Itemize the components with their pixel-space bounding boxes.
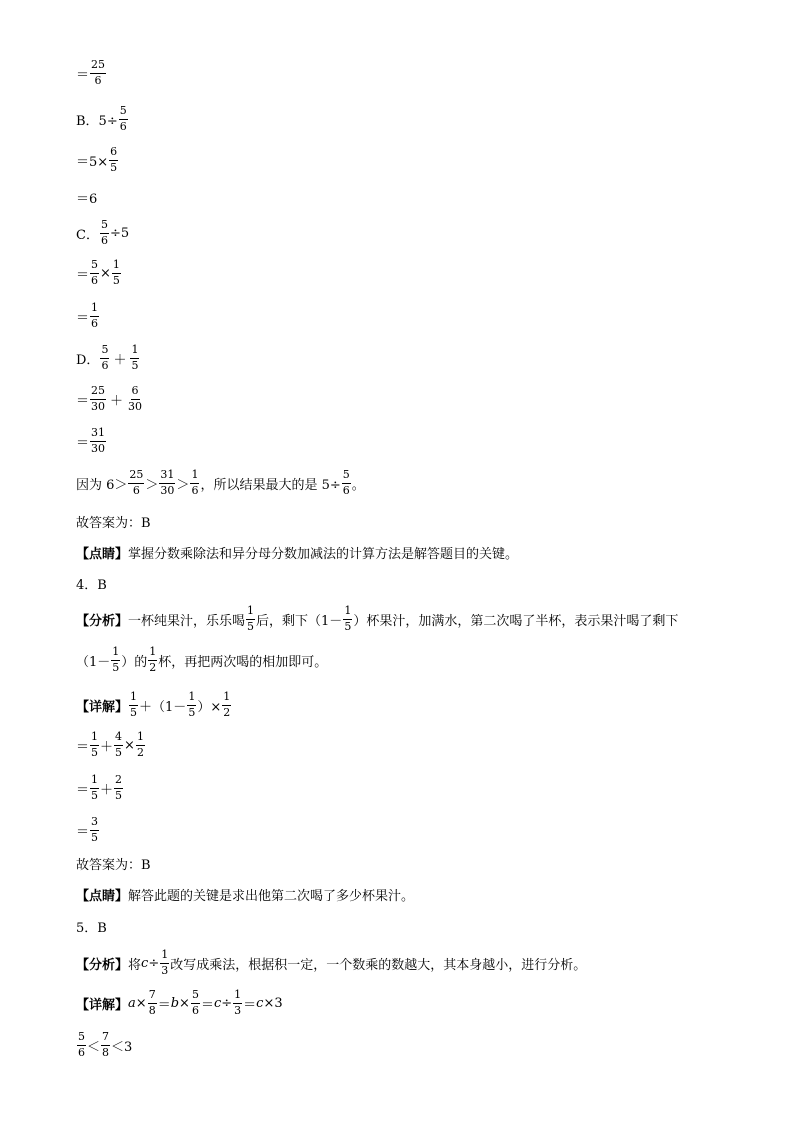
times-sign: × [100,265,111,281]
calc-line [76,58,107,88]
fraction: $\frac{3}{5}$ [91,814,99,844]
variable-c: c [141,955,149,971]
fraction: $\frac{1}{2}$ [149,644,157,674]
fraction: $\frac{5}{6}$ [100,217,108,247]
dianjing-line [76,879,414,909]
fraction: $\frac{1}{6}$ [91,300,99,330]
option-d-line [76,343,140,373]
fenxi-line [76,604,678,634]
dianjing-text: 解答此题的关键是求出他第二次喝了多少杯果汁。 [128,888,415,904]
calc-line [76,301,100,331]
equals-sign: ＝ [76,782,90,798]
calc-line [76,258,122,288]
times-sign: × [124,737,135,753]
answer-line [76,506,151,536]
fraction: $\frac{1}{5}$ [112,257,120,287]
divide-sign: ÷ [221,995,233,1011]
option-c-line [76,218,129,248]
period: 。 [351,477,365,493]
fenxi-line [76,948,586,978]
dianjing-line [76,537,518,567]
equals-sign: ＝ [76,67,90,83]
option-b-label: B．5÷ [76,113,118,129]
fenxi-text: （1－ [76,654,111,670]
question-number [76,911,107,941]
question-number [76,568,107,598]
xiangjie-line [76,690,232,720]
fraction: $\frac{5}{6}$ [191,987,199,1017]
fraction: $\frac{6}{5}$ [110,144,118,174]
variable-c: c [256,995,264,1011]
expression-text: ×3 [263,995,283,1011]
fraction: $\frac{1}{5}$ [344,603,352,633]
dianjing-tag: 【点睛】 [76,888,129,904]
answer-text: 故答案为：B [76,515,151,531]
fenxi-text: ）杯果汁，加满水，第二次喝了半杯，表示果汁喝了剩下 [353,613,679,629]
fraction: $\frac{25}{6}$ [129,467,144,497]
fraction: $\frac{2}{5}$ [115,772,123,802]
plus-sign: ＋ [100,739,114,755]
comparison-line [76,468,365,498]
equals-sign: ＝ [76,267,90,283]
xiangjie-tag: 【详解】 [76,997,129,1013]
fraction: $\frac{5}{6}$ [342,467,350,497]
fenxi-text: 将 [128,957,142,973]
variable-b: b [170,995,180,1011]
expression-text: （1－ [152,699,187,715]
comparison-text: 因为 6＞ [76,477,128,493]
equals-sign: ＝ [76,435,90,451]
fraction: $\frac{31}{30}$ [160,467,175,497]
less-than-sign: ＜ [87,1039,101,1055]
comparison-line [76,1030,132,1060]
fraction: $\frac{31}{30}$ [91,425,106,455]
question-4-label: 4．B [76,577,107,593]
fenxi-text: 杯，再把两次喝的相加即可。 [158,654,328,670]
times-sign: × [179,995,190,1011]
fraction: $\frac{1}{5}$ [91,772,99,802]
answer-text: 故答案为：B [76,857,151,873]
fraction: $\frac{5}{6}$ [101,342,109,372]
answer-line [76,848,151,878]
calc-line [76,426,107,456]
fraction: $\frac{7}{8}$ [102,1029,110,1059]
calc-line [76,182,97,212]
plus-sign: ＋ [110,393,124,409]
equals-sign: ＝ [157,997,171,1013]
fraction: $\frac{7}{8}$ [148,987,156,1017]
fraction: $\frac{1}{5}$ [188,689,196,719]
fraction: $\frac{1}{5}$ [247,603,255,633]
fenxi-text: 后，剩下（1－ [256,613,343,629]
fraction: $\frac{1}{5}$ [91,729,99,759]
fraction: $\frac{1}{3}$ [161,947,169,977]
comparison-text: ，所以结果最大的是 5÷ [200,477,341,493]
expression-text: ）× [197,699,222,715]
fenxi-tag: 【分析】 [76,613,129,629]
greater-than-sign: ＞ [145,477,159,493]
equals-sign: ＝ [243,997,257,1013]
fenxi-text: 改写成乘法，根据积一定，一个数乘的数越大，其本身越小，进行分析。 [170,957,587,973]
fraction: $\frac{5}{6}$ [119,103,127,133]
plus-sign: ＋ [139,699,153,715]
calc-line [76,773,124,803]
question-5-label: 5．B [76,920,107,936]
fraction: $\frac{25}{6}$ [91,57,106,87]
plus-sign: ＋ [100,782,114,798]
calc-line [76,384,144,414]
dianjing-tag: 【点睛】 [76,546,129,562]
option-c-label: C． [76,227,99,243]
equals-sign: ＝ [200,997,214,1013]
expression-text: ＜3 [111,1039,133,1055]
fenxi-tag: 【分析】 [76,957,129,973]
fraction: $\frac{25}{30}$ [91,383,106,413]
calc-line [76,145,119,175]
fraction: $\frac{4}{5}$ [115,729,123,759]
times-sign: × [135,995,147,1011]
equals-sign: ＝ [76,739,90,755]
fraction: $\frac{5}{6}$ [78,1029,85,1059]
option-b-line [76,104,129,134]
equals-sign: ＝ [76,393,90,409]
variable-a: a [128,995,136,1011]
fraction: $\frac{1}{5}$ [131,342,139,372]
fraction: $\frac{5}{6}$ [91,257,99,287]
equals-sign: ＝ [76,310,90,326]
plus-sign: ＋ [113,352,127,368]
option-d-label: D． [76,352,100,368]
expression-text: ＝5× [76,154,109,170]
xiangjie-tag: 【详解】 [76,699,129,715]
fraction: $\frac{1}{3}$ [234,987,242,1017]
fenxi-text: ）的 [121,654,148,670]
xiangjie-line [76,988,283,1018]
fraction: $\frac{1}{5}$ [130,689,138,719]
calc-line [76,815,100,845]
fraction: $\frac{1}{6}$ [191,467,199,497]
calc-line [76,730,146,760]
fraction: $\frac{6}{30}$ [128,383,143,413]
fenxi-line [76,645,327,675]
dianjing-text: 掌握分数乘除法和异分母分数加减法的计算方法是解答题目的关键。 [128,546,519,562]
equals-sign: ＝ [76,824,90,840]
divide-sign: ÷ [148,955,160,971]
fenxi-text: 一杯纯果汁，乐乐喝 [128,613,246,629]
expression-text: ＝6 [76,191,98,207]
variable-c: c [213,995,222,1011]
expression-text: ÷5 [109,225,130,241]
fraction: $\frac{1}{2}$ [136,729,144,759]
fraction: $\frac{1}{2}$ [223,689,231,719]
greater-than-sign: ＞ [176,477,190,493]
fraction: $\frac{1}{5}$ [112,644,120,674]
